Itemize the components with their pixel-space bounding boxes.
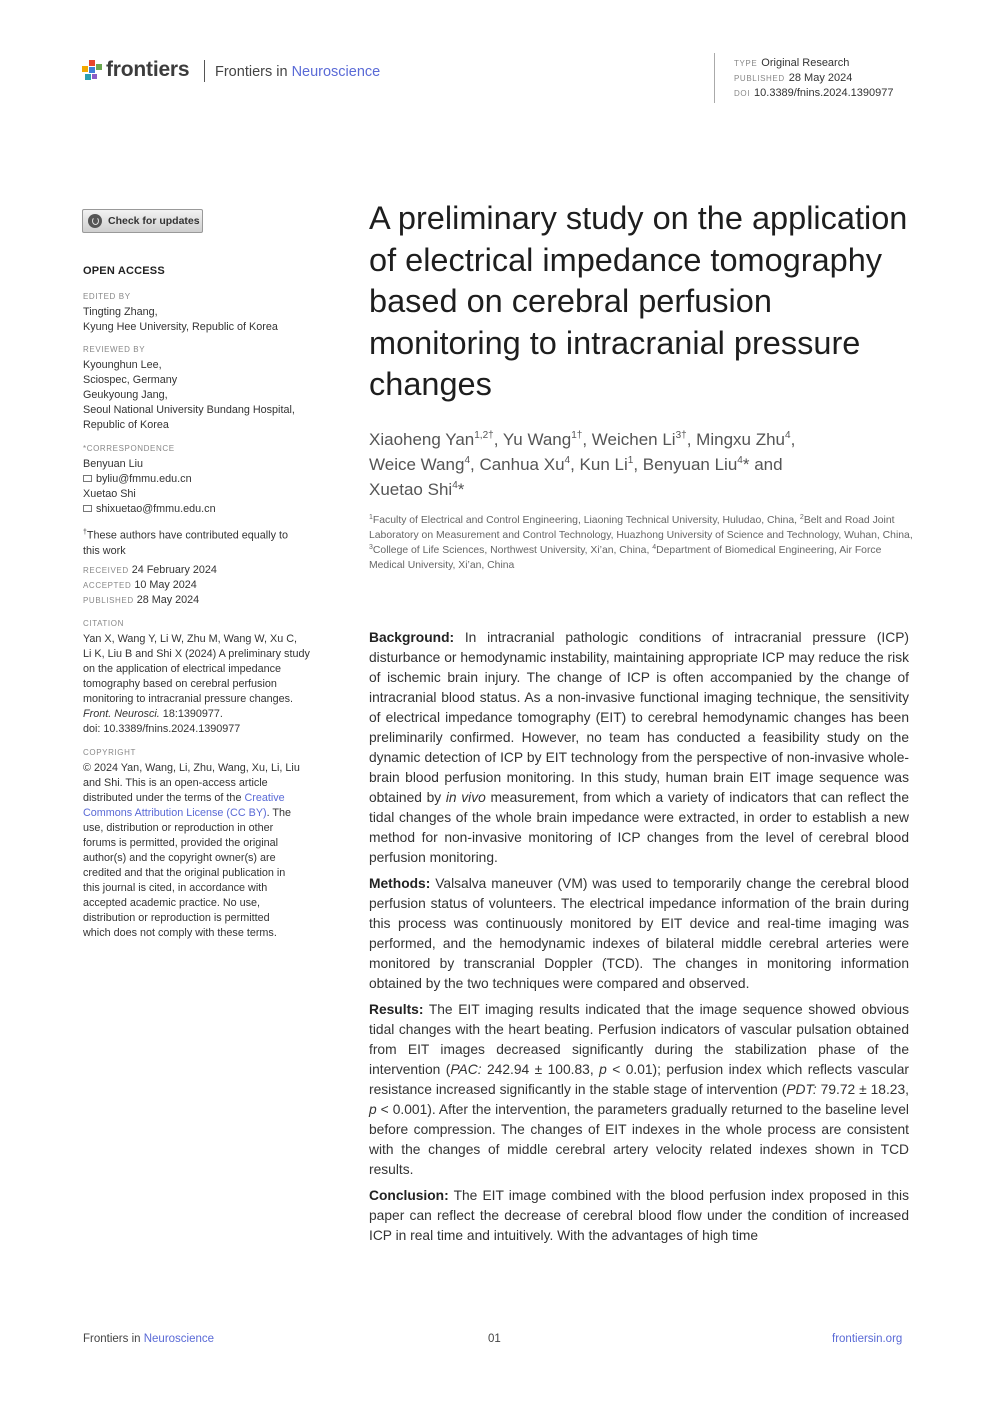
journal-name[interactable]	[215, 64, 380, 80]
citation-line: Yan X, Wang Y, Li W, Zhu M, Wang W, Xu C,	[83, 633, 298, 645]
affil-sup: 1	[369, 514, 373, 521]
copyright-text: . The	[266, 807, 292, 819]
footer-site-link[interactable]: frontiersin.org	[832, 1333, 903, 1345]
abstract-italic: PAC:	[450, 1062, 482, 1077]
affil-sup: 4	[652, 544, 657, 551]
affiliation: College of Life Sciences, Northwest University, Xi’an, China,	[372, 545, 653, 556]
author[interactable]	[592, 430, 687, 449]
article-title: A preliminary study on the application of electrical impedance tomography based on cerebral perfusion monitoring to intracranial pressure changes	[369, 200, 908, 402]
copyright-label: COPYRIGHT	[83, 748, 136, 757]
author-list	[369, 427, 929, 502]
author[interactable]	[369, 480, 458, 499]
author-sup: 4	[737, 455, 743, 466]
copyright-line: distribution or reproduction is permitted	[83, 912, 270, 924]
affiliation: Belt and Road Joint Laboratory on Measurement and Control Technology, Huazhong University of Science and Technology, Wuhan, China,	[369, 515, 913, 541]
abstract-conclusion	[369, 1186, 909, 1246]
author-name[interactable]: Benyuan Liu	[642, 455, 738, 474]
reviewer-line: Geukyoung Jang,	[83, 389, 168, 401]
type-value: Original Research	[761, 57, 850, 69]
author-sep: ,	[633, 455, 643, 474]
copyright-line: and Shi. This is an open-access article	[83, 777, 268, 789]
abstract-text: Valsalva maneuver (VM) was used to temporarily change the cerebral blood perfusion status of volunteers. The electrical impedance information of the brain during this process was continuously monitored by EIT device and real-time imaging was performed, and the hemodynamic indexes of bilateral middle cerebral arteries were monitored by transcranial Doppler (TCD). The changes in monitoring information obtained by the two techniques were compared and observed.	[369, 876, 909, 991]
citation-line: on the application of electrical impedance	[83, 663, 282, 675]
author-sup: 4	[464, 455, 470, 466]
author-name[interactable]: Yu Wang	[502, 430, 572, 449]
author[interactable]	[503, 430, 582, 449]
accepted-label: ACCEPTED	[83, 581, 132, 590]
author-name[interactable]: Canhua Xu	[479, 455, 565, 474]
author[interactable]	[479, 455, 570, 474]
copyright-line: author(s) and the copyright owner(s) are	[83, 852, 276, 864]
editor-line: Kyung Hee University, Republic of Korea	[83, 321, 278, 333]
author-name[interactable]: Weice Wang	[369, 455, 465, 474]
received-label: RECEIVED	[83, 566, 129, 575]
background-heading: Background:	[369, 630, 455, 645]
citation-line: Li K, Liu B and Shi X (2024) A preliminary study	[83, 648, 310, 660]
dates-section	[83, 563, 333, 608]
doi-value[interactable]: 10.3389/fnins.2024.1390977	[754, 87, 894, 99]
author-sep: ,	[493, 430, 503, 449]
refresh-icon	[88, 214, 102, 228]
correspondence-label: *CORRESPONDENCE	[83, 444, 175, 453]
page-number: 01	[488, 1333, 501, 1345]
conclusion-heading: Conclusion:	[369, 1188, 449, 1203]
copyright-line: credited and that the original publication in	[83, 867, 286, 879]
author-sep: ,	[790, 430, 796, 449]
affiliation: Department of Biomedical Engineering, Air Force Medical University, Xi’an, China	[369, 545, 882, 571]
author-sep: ,	[470, 455, 480, 474]
editor-line: Tingting Zhang,	[83, 306, 158, 318]
author[interactable]	[369, 455, 470, 474]
footer-prefix: Frontiers in	[83, 1333, 141, 1345]
reviewed-by-label: REVIEWED BY	[83, 345, 146, 354]
citation-line: tomography based on cerebral perfusion	[83, 678, 277, 690]
edited-by-section	[83, 291, 333, 335]
copyright-line: which does not comply with these terms.	[83, 927, 277, 939]
abstract	[369, 628, 909, 1252]
reviewer-line: Kyounghun Lee,	[83, 359, 162, 371]
author-sup: 4	[564, 455, 571, 466]
abstract-text: The EIT imaging results indicated that the image sequence showed obvious tidal changes with the heart beating. Perfusion indicators of vascular pulsation obtained from EIT images decreased significantly during the stabilization phase of the intervention (	[369, 1002, 909, 1077]
abstract-methods	[369, 874, 909, 994]
email-icon	[83, 475, 92, 482]
abstract-results	[369, 1000, 909, 1180]
copyright-text: distributed under the terms of the	[83, 792, 245, 804]
copyright-line: use, distribution or reproduction in other	[83, 822, 274, 834]
author-sup: 1,2†	[474, 430, 494, 441]
abstract-text: The EIT image combined with the blood perfusion index proposed in this paper can reflect the decrease of cerebral blood flow under the condition of increased ICP in real time and intuitively. With the advantages of high time	[369, 1188, 909, 1243]
published-value: 28 May 2024	[788, 72, 853, 84]
author-name[interactable]: Kun Li	[579, 455, 628, 474]
affil-sup: 2	[799, 514, 804, 521]
abstract-text: < 0.001). After the intervention, the parameters gradually returned to the baseline level before compression. The changes of EIT indexes in the whole process are consistent with the changes of middle cerebral artery velocity related indexes shown in TCD results.	[369, 1102, 909, 1177]
affiliations	[369, 513, 914, 573]
author[interactable]	[369, 430, 494, 449]
affil-sup: 3	[369, 544, 373, 551]
footer-accent: Neuroscience	[143, 1333, 215, 1345]
citation-section	[83, 618, 333, 737]
abstract-background	[369, 628, 909, 868]
article-type	[734, 57, 849, 69]
email-link[interactable]: byliu@fmmu.edu.cn	[96, 473, 192, 485]
received-date: 24 February 2024	[131, 564, 217, 576]
citation-volume: 18:1390977.	[159, 708, 223, 720]
doi-label: DOI	[734, 89, 751, 98]
note-line: These authors have contributed equally to	[86, 529, 288, 542]
author-name[interactable]: Xuetao Shi	[369, 480, 453, 499]
reviewer-line: Seoul National University Bundang Hospital,	[83, 404, 295, 416]
author-sup: 1†	[571, 430, 583, 441]
author-sep: *	[457, 480, 465, 499]
copyright-line: © 2024 Yan, Wang, Li, Zhu, Wang, Xu, Li, Liu	[83, 762, 300, 774]
abstract-italic: p	[369, 1102, 377, 1117]
author-sup: 3†	[675, 430, 687, 441]
meta-divider	[714, 53, 715, 103]
email-icon	[83, 505, 92, 512]
note-line: this work	[83, 544, 126, 557]
citation-line: monitoring to intracranial pressure changes.	[83, 693, 294, 705]
published-date	[734, 72, 852, 84]
copyright-section	[83, 747, 333, 941]
edited-by-label: EDITED BY	[83, 292, 131, 301]
copyright-line: forums is permitted, provided the original	[83, 837, 279, 849]
author-sep: ,	[686, 430, 697, 449]
methods-heading: Methods:	[369, 876, 431, 891]
author-sup: 4	[785, 430, 791, 441]
check-for-updates-label: Check for updates	[108, 215, 200, 227]
correspondent-name: Benyuan Liu	[83, 458, 144, 470]
author-sep: ,	[570, 455, 580, 474]
author[interactable]	[696, 430, 790, 449]
abstract-italic: p	[599, 1062, 607, 1077]
author[interactable]	[580, 455, 634, 474]
reviewer-line: Sciospec, Germany	[83, 374, 178, 386]
abstract-text: < 0.01); perfusion index which reflects vascular resistance increased significantly in the stable stage of intervention (	[369, 1062, 910, 1097]
header-divider	[204, 60, 205, 82]
affiliation: Faculty of Electrical and Control Engineering, Liaoning Technical University, Huludao, China,	[372, 515, 800, 526]
published-label: PUBLISHED	[83, 596, 134, 605]
check-for-updates-button[interactable]	[82, 209, 203, 233]
author-sup: 1	[627, 455, 634, 466]
dagger-mark: †	[83, 529, 87, 536]
email-link[interactable]: shixuetao@fmmu.edu.cn	[96, 503, 216, 515]
copyright-line: accepted academic practice. No use,	[83, 897, 261, 909]
accepted-date: 10 May 2024	[134, 579, 197, 591]
abstract-italic: in vivo	[445, 790, 486, 805]
correspondence-section	[83, 443, 333, 517]
abstract-text: 79.72 ± 18.23,	[816, 1082, 909, 1097]
reviewed-by-section	[83, 344, 333, 433]
reviewer-line: Republic of Korea	[83, 419, 169, 431]
type-label: TYPE	[734, 59, 758, 68]
published-label: PUBLISHED	[734, 74, 785, 83]
author-name[interactable]: Xiaoheng Yan	[369, 430, 475, 449]
frontiers-logo-text[interactable]: frontiers	[106, 58, 190, 81]
license-link[interactable]: Creative	[244, 792, 285, 804]
abstract-italic: PDT:	[786, 1082, 817, 1097]
author-sep: ,	[582, 430, 592, 449]
equal-contribution-note	[83, 525, 333, 559]
license-link[interactable]: Commons Attribution License (CC BY)	[83, 807, 267, 819]
copyright-line: this journal is cited, in accordance with	[83, 882, 268, 894]
frontiers-logo-icon	[82, 60, 102, 82]
published-date: 28 May 2024	[136, 594, 200, 606]
citation-label: CITATION	[83, 619, 124, 628]
footer-journal[interactable]	[83, 1333, 214, 1345]
correspondent-name: Xuetao Shi	[83, 488, 136, 500]
author[interactable]	[643, 455, 743, 474]
author-sup: 4	[452, 480, 458, 491]
open-access-label: OPEN ACCESS	[83, 265, 165, 277]
citation-journal: Front. Neurosci.	[83, 708, 160, 720]
author-name[interactable]: Weichen Li	[591, 430, 676, 449]
abstract-text: In intracranial pathologic conditions of intracranial pressure (ICP) disturbance or hemodynamic instability, maintaining appropriate ICP may reduce the risk of ischemic brain injury. The change of ICP is often accompanied by the change of intracranial blood status. As a non-invasive functional imaging technique, the sensitivity of electrical impedance tomography (EIT) to cerebral hemodynamic changes has been preliminarily confirmed. However, no team has conducted a feasibility study on the dynamic detection of ICP by EIT technology from the perspective of non-invasive whole-brain blood perfusion monitoring. In this study, human brain EIT image sequence was obtained by	[369, 630, 909, 805]
results-heading: Results:	[369, 1002, 424, 1017]
journal-prefix: Frontiers in	[215, 64, 288, 80]
journal-accent: Neuroscience	[291, 64, 381, 80]
author-sep: * and	[742, 455, 783, 474]
doi[interactable]	[734, 87, 894, 99]
abstract-text: 242.94 ± 100.83,	[481, 1062, 600, 1077]
abstract-text: measurement, from which a variety of indicators that can reflect the tidal changes of the whole brain impedance were extracted, in order to establish a new method for non-invasive monitoring of ICP changes from the level of cerebral blood perfusion monitoring.	[369, 790, 909, 865]
citation-doi[interactable]: doi: 10.3389/fnins.2024.1390977	[83, 723, 241, 735]
author-name[interactable]: Mingxu Zhu	[696, 430, 785, 449]
